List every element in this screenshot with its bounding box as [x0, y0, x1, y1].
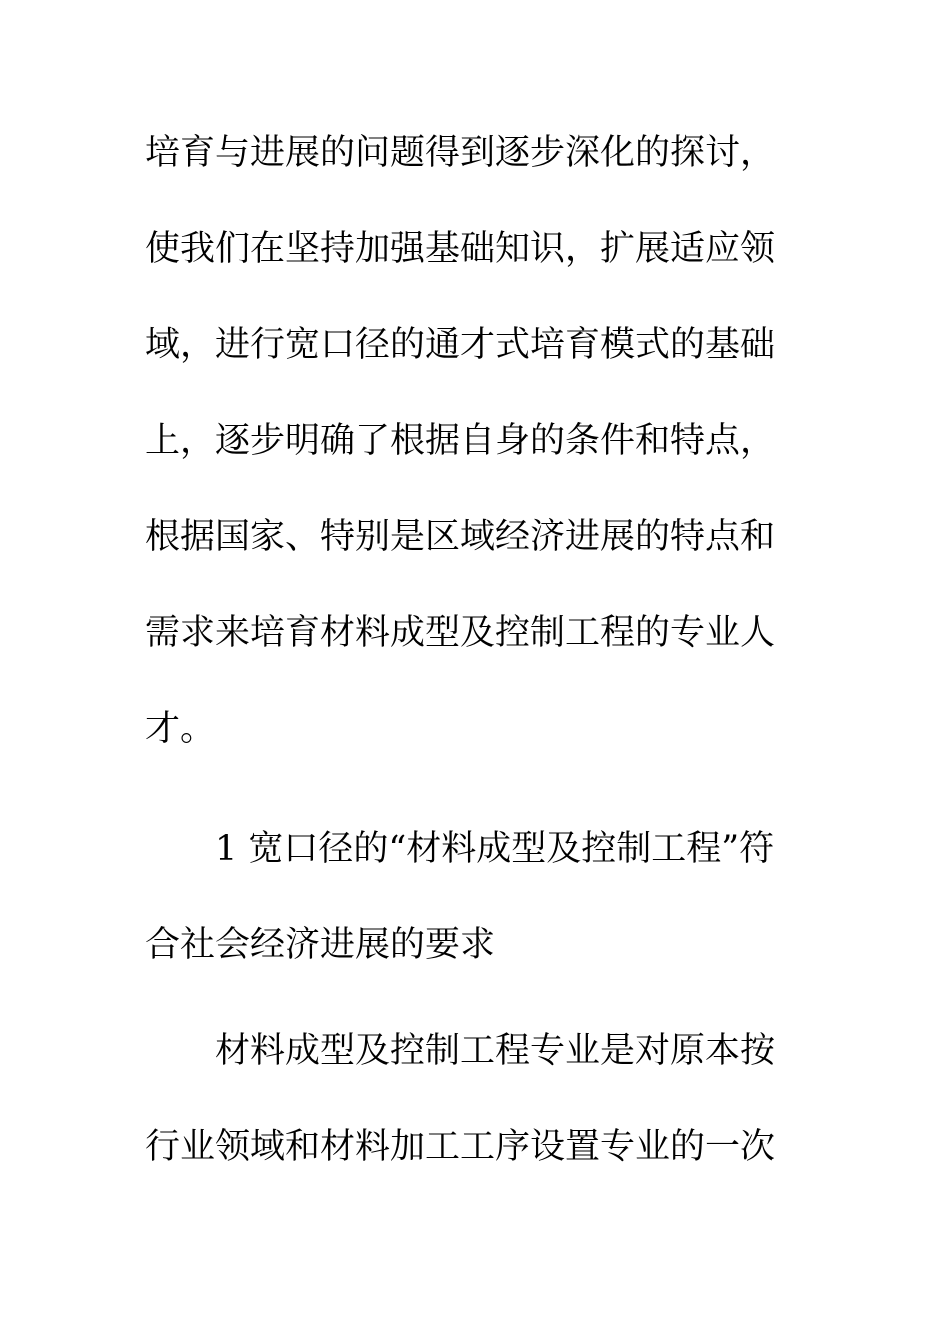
section-heading-line-1: 1 宽口径的“材料成型及控制工程”符 [215, 829, 775, 869]
text-line-4: 上，逐步明确了根据自身的条件和特点， [145, 421, 776, 461]
text-line-7: 才。 [145, 709, 216, 749]
text-line-5: 根据国家、特别是区域经济进展的特点和 [145, 517, 776, 557]
text-line-3: 域，进行宽口径的通才式培育模式的基础 [145, 325, 776, 365]
text-line-6: 需求来培育材料成型及控制工程的专业人 [145, 613, 776, 653]
text-line-1: 培育与进展的问题得到逐步深化的探讨， [145, 133, 776, 173]
paragraph-line-1: 材料成型及控制工程专业是对原本按 [215, 1031, 776, 1071]
paragraph-line-2: 行业领域和材料加工工序设置专业的一次 [145, 1127, 776, 1167]
section-heading-line-2: 合社会经济进展的要求 [145, 925, 496, 965]
text-line-2: 使我们在坚持加强基础知识，扩展适应领 [145, 229, 776, 269]
